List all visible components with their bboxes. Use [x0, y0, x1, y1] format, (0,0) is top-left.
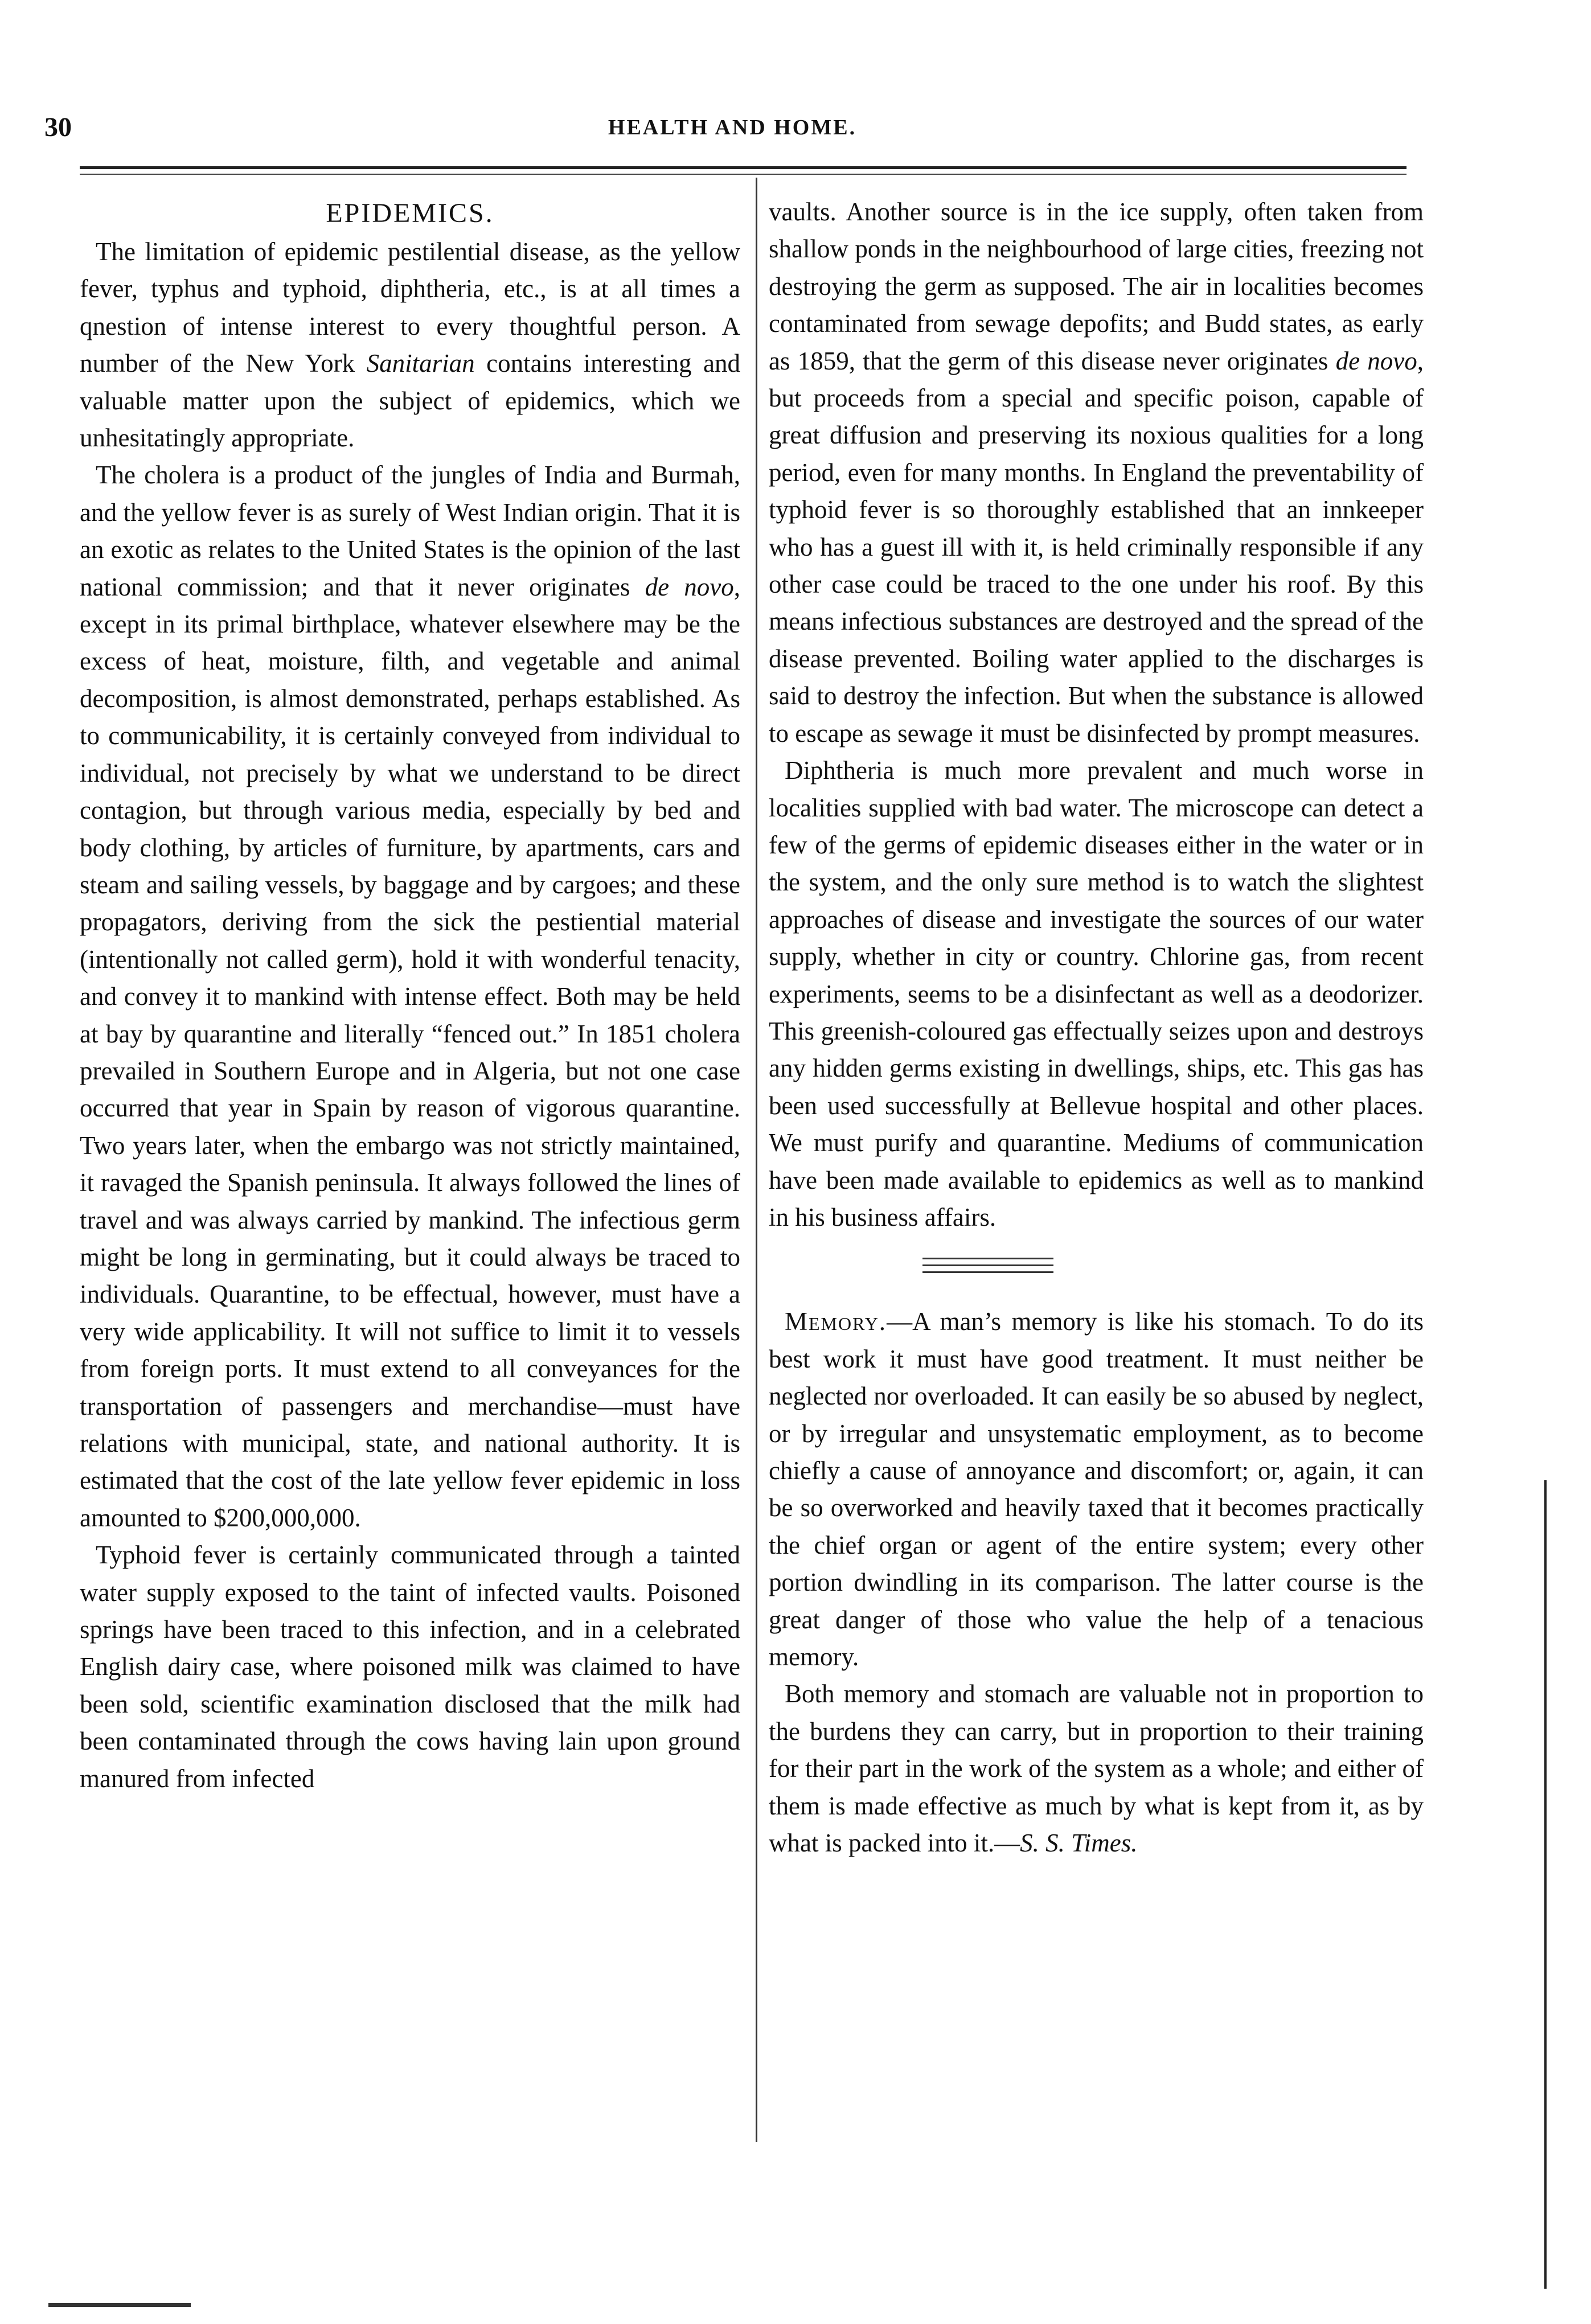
text-run: The limitation of epidemic pestilential disease, as the yellow fever, typhus and typhoid, diphtheria, etc., is at all times a qnestion of intense interest to every thoughtful person. A number of the New York: [80, 237, 740, 378]
text-run: vaults. Another source is in the ice supply, often taken from shallow ponds in the neighbourhood of large cities, freezing not destroying the germ as supposed. The air in localities becomes contaminated from sewage depofits; and Budd states, as early as 1859, that the germ of this disease never originates: [769, 198, 1424, 375]
paragraph-4: Diphtheria is much more prevalent and much worse in localities supplied with bad water. The microscope can detect a few of the germs of epidemic diseases either in the water or in the system, and the only sure method is to watch the slightest approaches of disease and investigate the sources of our water supply, whether in city or country. Chlorine gas, from recent experiments, seems to be a disinfectant as well as a deodorizer. This greenish-coloured gas effectually seizes upon and destroys any hidden germs existing in dwellings, ships, etc. This gas has been used successfully at Bellevue hospital and other places. We must purify and quarantine. Mediums of communication have been made available to epidemics as well as to mankind in his business affairs.: [769, 756, 1424, 1231]
paragraph-1: [80, 233, 740, 457]
italic-phrase: de novo: [645, 572, 734, 601]
right-column: [769, 194, 1424, 1862]
paragraph-3-start: Typhoid fever is certainly communicated through a tainted water supply exposed to the taint of infected vaults. Poisoned springs have been traced to this infection, and in a celebrated English dairy case, where poisoned milk was claimed to have been sold, scientific examination disclosed that the milk had been contaminated through the cows having lain upon ground manured from infected: [80, 1541, 740, 1793]
text-run: The cholera is a product of the jungles of India and Burmah, and the yellow fever is as surely of West Indian origin. That it is an exotic as relates to the United States is the opinion of the last national commission; and that it never originates: [80, 461, 740, 601]
page-header: [44, 112, 1420, 146]
memory-paragraph-1: [769, 1303, 1424, 1676]
article-title: EPIDEMICS.: [326, 198, 494, 228]
text-run: contains interesting and valuable matter upon the subject of epidemics, which we unhesitatingly appropriate.: [80, 349, 740, 453]
header-rule-thin: [80, 174, 1407, 175]
paragraph-3-continued: [769, 194, 1424, 752]
footer-mark: [48, 2303, 191, 2307]
column-divider: [756, 178, 757, 2142]
section-separator: [769, 1236, 1424, 1303]
text-run: , but proceeds from a special and specific poison, capable of great diffusion and preserving its noxious qualities for a long period, even for many months. In England the preventability of typhoid fever is so thoroughly established that an innkeeper who has a guest ill with it, is held criminally responsible if any other case could be traced to the one under his roof. By this means infectious substances are destroyed and the spread of the disease prevented. Boiling water applied to the discharges is said to destroy the infection. But when the substance is allowed to escape as sewage it must be disinfected by prompt measures.: [769, 346, 1424, 748]
text-run: —A man’s memory is like his stomach. To do its best work it must have good treatment. It must neither be neglected nor overloaded. It can easily be so abused by neglect, or by irregular and unsystematic employment, as to become chiefly a cause of annoyance and discomfort; or, again, it can be so overworked and heavily taxed that it becomes practically the chief organ or agent of the entire system; every other portion dwindling in its comparison. The latter course is the great danger of those who value the help of a tenacious memory.: [769, 1307, 1424, 1672]
source-credit: S. S. Times.: [1020, 1829, 1138, 1858]
header-rule: [80, 166, 1407, 169]
text-run: Both memory and stomach are valuable not in proportion to the burdens they can carry, but in proportion to their training for their part in the work of the system as a whole; and either of them is made effective as much by what is kept from it, as by what is packed into it.—: [769, 1680, 1424, 1858]
italic-title: Sanitarian: [366, 349, 475, 378]
italic-phrase: de novo: [1335, 346, 1417, 375]
running-head: HEALTH AND HOME.: [608, 116, 857, 139]
page-edge-rule: [1544, 1480, 1547, 2289]
left-column: [80, 194, 740, 1797]
text-run: , except in its primal birthplace, whatever elsewhere may be the excess of heat, moisture, filth, and vegetable and animal decomposition, is almost demonstrated, perhaps established. As to communicability, it is certainly conveyed from individual to individual, not precisely by what we understand to be direct contagion, but through various media, especially by bed and body clothing, by articles of furniture, by apartments, cars and steam and sailing vessels, by baggage and by cargoes; and these propagators, deriving from the sick the pestiential material (intentionally not called germ), hold it with wonderful tenacity, and convey it to mankind with intense effect. Both may be held at bay by quarantine and literally “fenced out.” In 1851 cholera prevailed in Southern Europe and in Algeria, but not one case occurred that year in Spain by reason of vigorous quarantine. Two years later, when the embargo was not strictly maintained, it ravaged the Spanish peninsula. It always followed the lines of travel and was always carried by mankind. The infectious germ might be long in germinating, but it could always be traced to individuals. Quarantine, to be effectual, however, must have a very wide applicability. It will not suffice to limit it to vessels from foreign ports. It must extend to all conveyances for the transportation of passengers and merchandise—must have relations with municipal, state, and national authority. It is estimated that the cost of the late yellow fever epidemic in loss amounted to $200,000,000.: [80, 572, 740, 1532]
page-number: 30: [44, 112, 72, 142]
memory-paragraph-2: [769, 1676, 1424, 1862]
memory-heading: Memory.: [785, 1307, 887, 1336]
paragraph-2: [80, 457, 740, 1537]
